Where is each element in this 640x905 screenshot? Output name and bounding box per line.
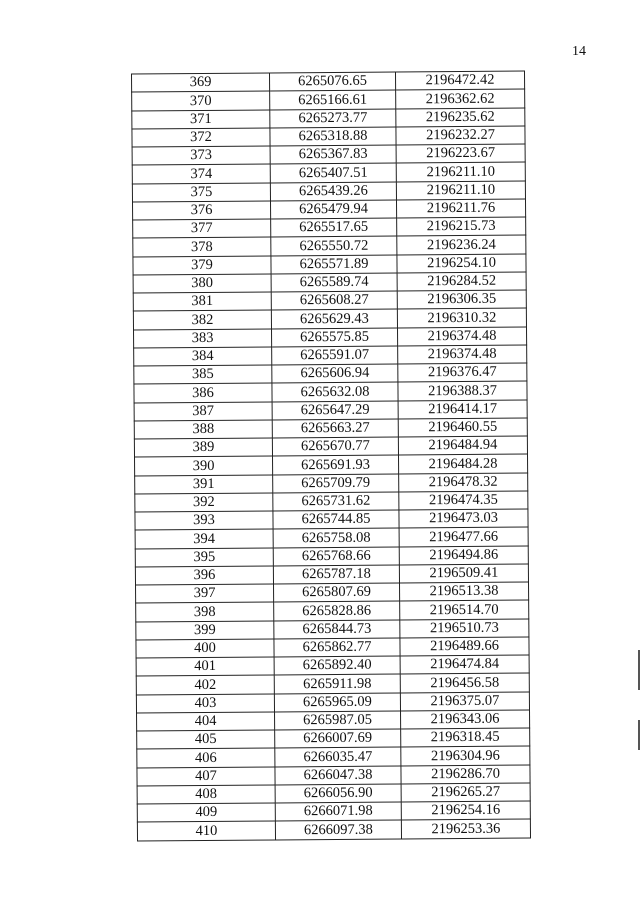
- point-number-cell: 402: [136, 675, 274, 694]
- point-number-cell: 408: [137, 785, 275, 804]
- x-coordinate-cell: 6265367.83: [270, 145, 396, 164]
- x-coordinate-cell: 6265987.05: [275, 711, 401, 730]
- x-coordinate-cell: 6265691.93: [272, 455, 398, 474]
- x-coordinate-cell: 6266071.98: [275, 802, 401, 821]
- point-number-cell: 391: [135, 474, 273, 493]
- point-number-cell: 369: [131, 73, 269, 92]
- y-coordinate-cell: 2196343.06: [401, 710, 530, 729]
- y-coordinate-cell: 2196509.41: [399, 564, 528, 583]
- y-coordinate-cell: 2196472.42: [395, 71, 524, 90]
- y-coordinate-cell: 2196284.52: [397, 272, 526, 291]
- point-number-cell: 410: [137, 821, 275, 841]
- y-coordinate-cell: 2196310.32: [397, 308, 526, 327]
- point-number-cell: 409: [137, 803, 275, 822]
- point-number-cell: 396: [135, 566, 273, 585]
- x-coordinate-cell: 6265479.94: [270, 200, 396, 219]
- point-number-cell: 393: [135, 511, 273, 530]
- point-number-cell: 380: [133, 274, 271, 293]
- point-number-cell: 384: [134, 347, 272, 366]
- y-coordinate-cell: 2196456.58: [400, 673, 529, 692]
- x-coordinate-cell: 6265647.29: [272, 400, 398, 419]
- y-coordinate-cell: 2196376.47: [398, 363, 527, 382]
- y-coordinate-cell: 2196318.45: [401, 728, 530, 747]
- x-coordinate-cell: 6265571.89: [271, 254, 397, 273]
- y-coordinate-cell: 2196489.66: [400, 637, 529, 656]
- y-coordinate-cell: 2196484.94: [398, 436, 527, 455]
- x-coordinate-cell: 6265758.08: [273, 528, 399, 547]
- point-number-cell: 374: [132, 164, 270, 183]
- y-coordinate-cell: 2196215.73: [397, 217, 526, 236]
- y-coordinate-cell: 2196306.35: [397, 290, 526, 309]
- x-coordinate-cell: 6265844.73: [274, 619, 400, 638]
- point-number-cell: 385: [134, 365, 272, 384]
- x-coordinate-cell: 6265550.72: [271, 236, 397, 255]
- point-number-cell: 376: [132, 201, 270, 220]
- point-number-cell: 394: [135, 529, 273, 548]
- x-coordinate-cell: 6265828.86: [274, 601, 400, 620]
- point-number-cell: 392: [135, 493, 273, 512]
- y-coordinate-cell: 2196254.16: [401, 801, 530, 820]
- y-coordinate-cell: 2196375.07: [400, 691, 529, 710]
- point-number-cell: 398: [136, 602, 274, 621]
- y-coordinate-cell: 2196474.35: [399, 491, 528, 510]
- y-coordinate-cell: 2196236.24: [397, 235, 526, 254]
- point-number-cell: 382: [133, 310, 271, 329]
- y-coordinate-cell: 2196478.32: [399, 472, 528, 491]
- x-coordinate-cell: 6265608.27: [271, 291, 397, 310]
- x-coordinate-cell: 6265589.74: [271, 273, 397, 292]
- y-coordinate-cell: 2196223.67: [396, 144, 525, 163]
- point-number-cell: 386: [134, 383, 272, 402]
- x-coordinate-cell: 6265807.69: [274, 583, 400, 602]
- y-coordinate-cell: 2196474.84: [400, 655, 529, 674]
- y-coordinate-cell: 2196304.96: [401, 746, 530, 765]
- point-number-cell: 404: [137, 712, 275, 731]
- x-coordinate-cell: 6266007.69: [275, 729, 401, 748]
- x-coordinate-cell: 6265606.94: [272, 364, 398, 383]
- x-coordinate-cell: 6266056.90: [275, 784, 401, 803]
- x-coordinate-cell: 6265166.61: [270, 90, 396, 109]
- x-coordinate-cell: 6265318.88: [270, 127, 396, 146]
- x-coordinate-cell: 6265663.27: [272, 419, 398, 438]
- x-coordinate-cell: 6265965.09: [274, 692, 400, 711]
- point-number-cell: 403: [136, 693, 274, 712]
- x-coordinate-cell: 6266047.38: [275, 765, 401, 784]
- y-coordinate-cell: 2196253.36: [401, 819, 530, 839]
- point-number-cell: 370: [132, 91, 270, 110]
- point-number-cell: 381: [133, 292, 271, 311]
- point-number-cell: 390: [135, 456, 273, 475]
- y-coordinate-cell: 2196211.10: [396, 180, 525, 199]
- x-coordinate-cell: 6265911.98: [274, 674, 400, 693]
- y-coordinate-cell: 2196362.62: [396, 89, 525, 108]
- x-coordinate-cell: 6265575.85: [271, 327, 397, 346]
- x-coordinate-cell: 6265629.43: [271, 309, 397, 328]
- y-coordinate-cell: 2196211.10: [396, 162, 525, 181]
- point-number-cell: 397: [136, 584, 274, 603]
- point-number-cell: 387: [134, 401, 272, 420]
- y-coordinate-cell: 2196414.17: [398, 399, 527, 418]
- point-number-cell: 389: [134, 438, 272, 457]
- x-coordinate-cell: 6265862.77: [274, 638, 400, 657]
- point-number-cell: 379: [133, 255, 271, 274]
- y-coordinate-cell: 2196510.73: [400, 618, 529, 637]
- y-coordinate-cell: 2196473.03: [399, 509, 528, 528]
- point-number-cell: 373: [132, 146, 270, 165]
- point-number-cell: 406: [137, 748, 275, 767]
- x-coordinate-cell: 6265787.18: [273, 565, 399, 584]
- x-coordinate-cell: 6265273.77: [270, 108, 396, 127]
- x-coordinate-cell: 6265709.79: [273, 473, 399, 492]
- x-coordinate-cell: 6265744.85: [273, 510, 399, 529]
- x-coordinate-cell: 6265892.40: [274, 656, 400, 675]
- y-coordinate-cell: 2196514.70: [400, 600, 529, 619]
- y-coordinate-cell: 2196460.55: [398, 418, 527, 437]
- y-coordinate-cell: 2196235.62: [396, 107, 525, 126]
- x-coordinate-cell: 6265731.62: [273, 492, 399, 511]
- y-coordinate-cell: 2196484.28: [398, 454, 527, 473]
- point-number-cell: 407: [137, 766, 275, 785]
- x-coordinate-cell: 6265076.65: [269, 72, 395, 91]
- y-coordinate-cell: 2196286.70: [401, 764, 530, 783]
- point-number-cell: 400: [136, 639, 274, 658]
- x-coordinate-cell: 6265670.77: [272, 437, 398, 456]
- point-number-cell: 383: [134, 328, 272, 347]
- point-number-cell: 377: [133, 219, 271, 238]
- point-number-cell: 371: [132, 109, 270, 128]
- y-coordinate-cell: 2196374.48: [397, 326, 526, 345]
- y-coordinate-cell: 2196494.86: [399, 545, 528, 564]
- y-coordinate-cell: 2196254.10: [397, 253, 526, 272]
- point-number-cell: 395: [135, 547, 273, 566]
- table-row: [137, 819, 530, 841]
- point-number-cell: 378: [133, 237, 271, 256]
- y-coordinate-cell: 2196211.76: [396, 199, 525, 218]
- point-number-cell: 399: [136, 620, 274, 639]
- point-number-cell: 375: [132, 182, 270, 201]
- y-coordinate-cell: 2196374.48: [398, 345, 527, 364]
- x-coordinate-cell: 6265439.26: [270, 181, 396, 200]
- point-number-cell: 401: [136, 657, 274, 676]
- x-coordinate-cell: 6265591.07: [272, 346, 398, 365]
- x-coordinate-cell: 6266035.47: [275, 747, 401, 766]
- point-number-cell: 388: [134, 420, 272, 439]
- point-number-cell: 372: [132, 128, 270, 147]
- y-coordinate-cell: 2196388.37: [398, 381, 527, 400]
- x-coordinate-cell: 6266097.38: [275, 820, 401, 840]
- x-coordinate-cell: 6265632.08: [272, 382, 398, 401]
- y-coordinate-cell: 2196477.66: [399, 527, 528, 546]
- point-number-cell: 405: [137, 730, 275, 749]
- y-coordinate-cell: 2196265.27: [401, 783, 530, 802]
- coordinates-table: [131, 70, 531, 841]
- y-coordinate-cell: 2196513.38: [399, 582, 528, 601]
- x-coordinate-cell: 6265517.65: [271, 218, 397, 237]
- x-coordinate-cell: 6265768.66: [273, 546, 399, 565]
- x-coordinate-cell: 6265407.51: [270, 163, 396, 182]
- coordinates-table-body: [131, 71, 530, 841]
- y-coordinate-cell: 2196232.27: [396, 126, 525, 145]
- page-number: 14: [572, 44, 586, 59]
